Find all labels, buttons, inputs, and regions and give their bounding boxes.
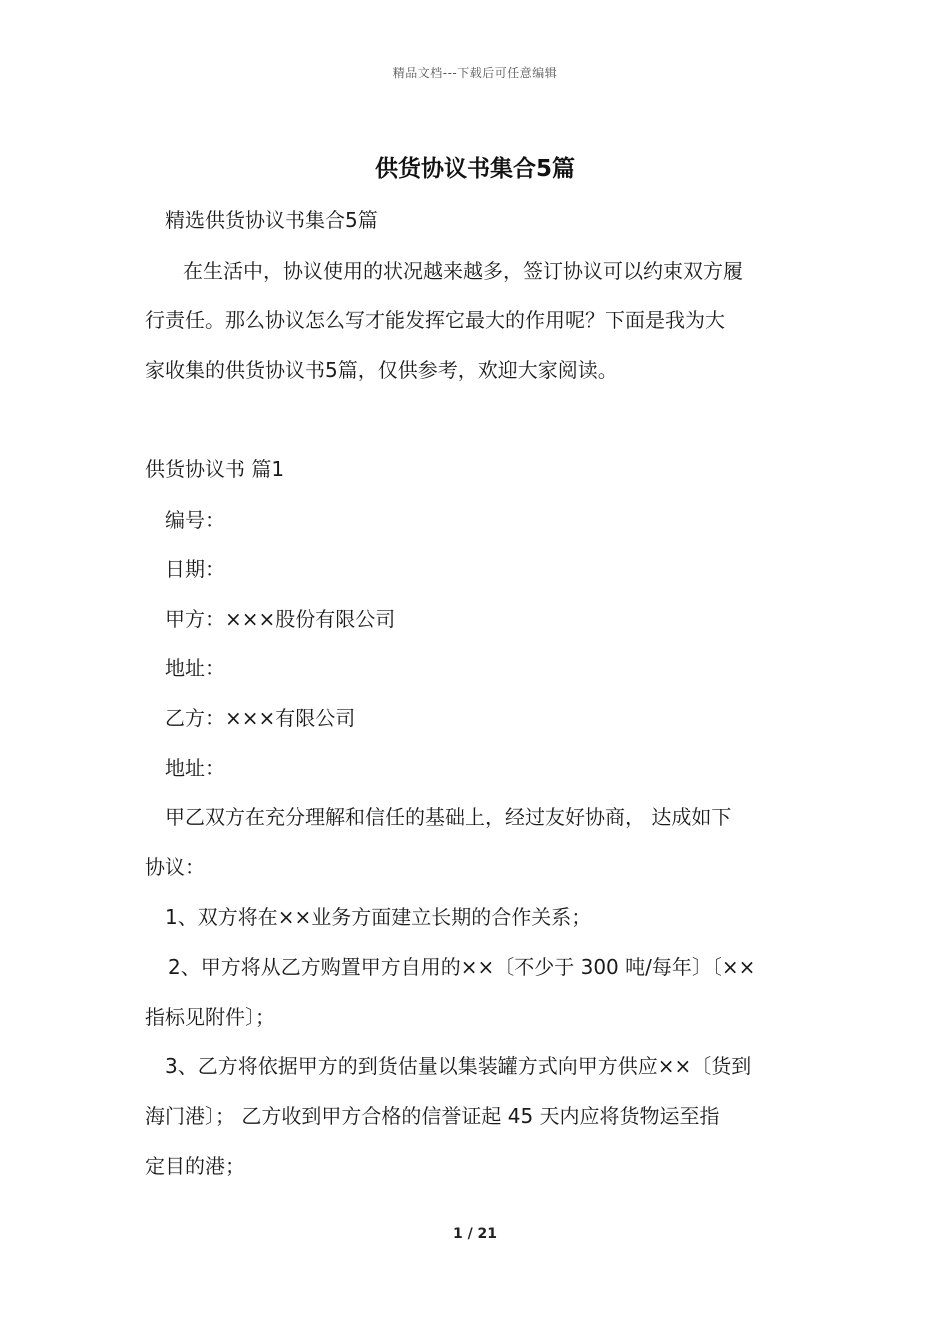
intro-line-1: 在生活中，协议使用的状况越来越多，签订协议可以约束双方履 [183,259,743,283]
page-header: 精品文档---下载后可任意编辑 [392,66,558,80]
clause-2-line-2: 指标见附件〕； [145,1005,275,1029]
field-party-b: 乙方：×××有限公司 [165,706,356,730]
agreement-intro-line-1: 甲乙双方在充分理解和信任的基础上，经过友好协商， 达成如下 [165,805,732,829]
section-heading: 供货协议书 篇1 [145,457,285,481]
clause-1: 1、双方将在××业务方面建立长期的合作关系； [165,905,592,929]
clause-3-line-1: 3、乙方将依据甲方的到货估量以集装罐方式向甲方供应××〔货到 [165,1054,752,1078]
intro-line-2: 行责任。那么协议怎么写才能发挥它最大的作用呢？下面是我为大 [145,308,725,332]
field-date: 日期： [165,557,225,581]
intro-line-3: 家收集的供货协议书5篇，仅供参考，欢迎大家阅读。 [145,358,618,382]
clause-2-line-1: 2、甲方将从乙方购置甲方自用的××〔不少于 300 吨/每年〕〔×× [168,955,756,979]
clause-3-line-2: 海门港〕； 乙方收到甲方合格的信誉证起 45 天内应将货物运至指 [145,1104,720,1128]
document-title: 供货协议书集合5篇 [374,156,575,182]
field-party-a: 甲方：×××股份有限公司 [165,607,396,631]
agreement-intro-line-2: 协议： [145,855,205,879]
page-number: 1 / 21 [452,1226,498,1242]
field-number: 编号： [165,508,225,532]
document-subtitle: 精选供货协议书集合5篇 [165,208,378,232]
field-address-b: 地址： [165,756,225,780]
field-address-a: 地址： [165,656,225,680]
clause-3-line-3: 定目的港； [145,1154,245,1178]
